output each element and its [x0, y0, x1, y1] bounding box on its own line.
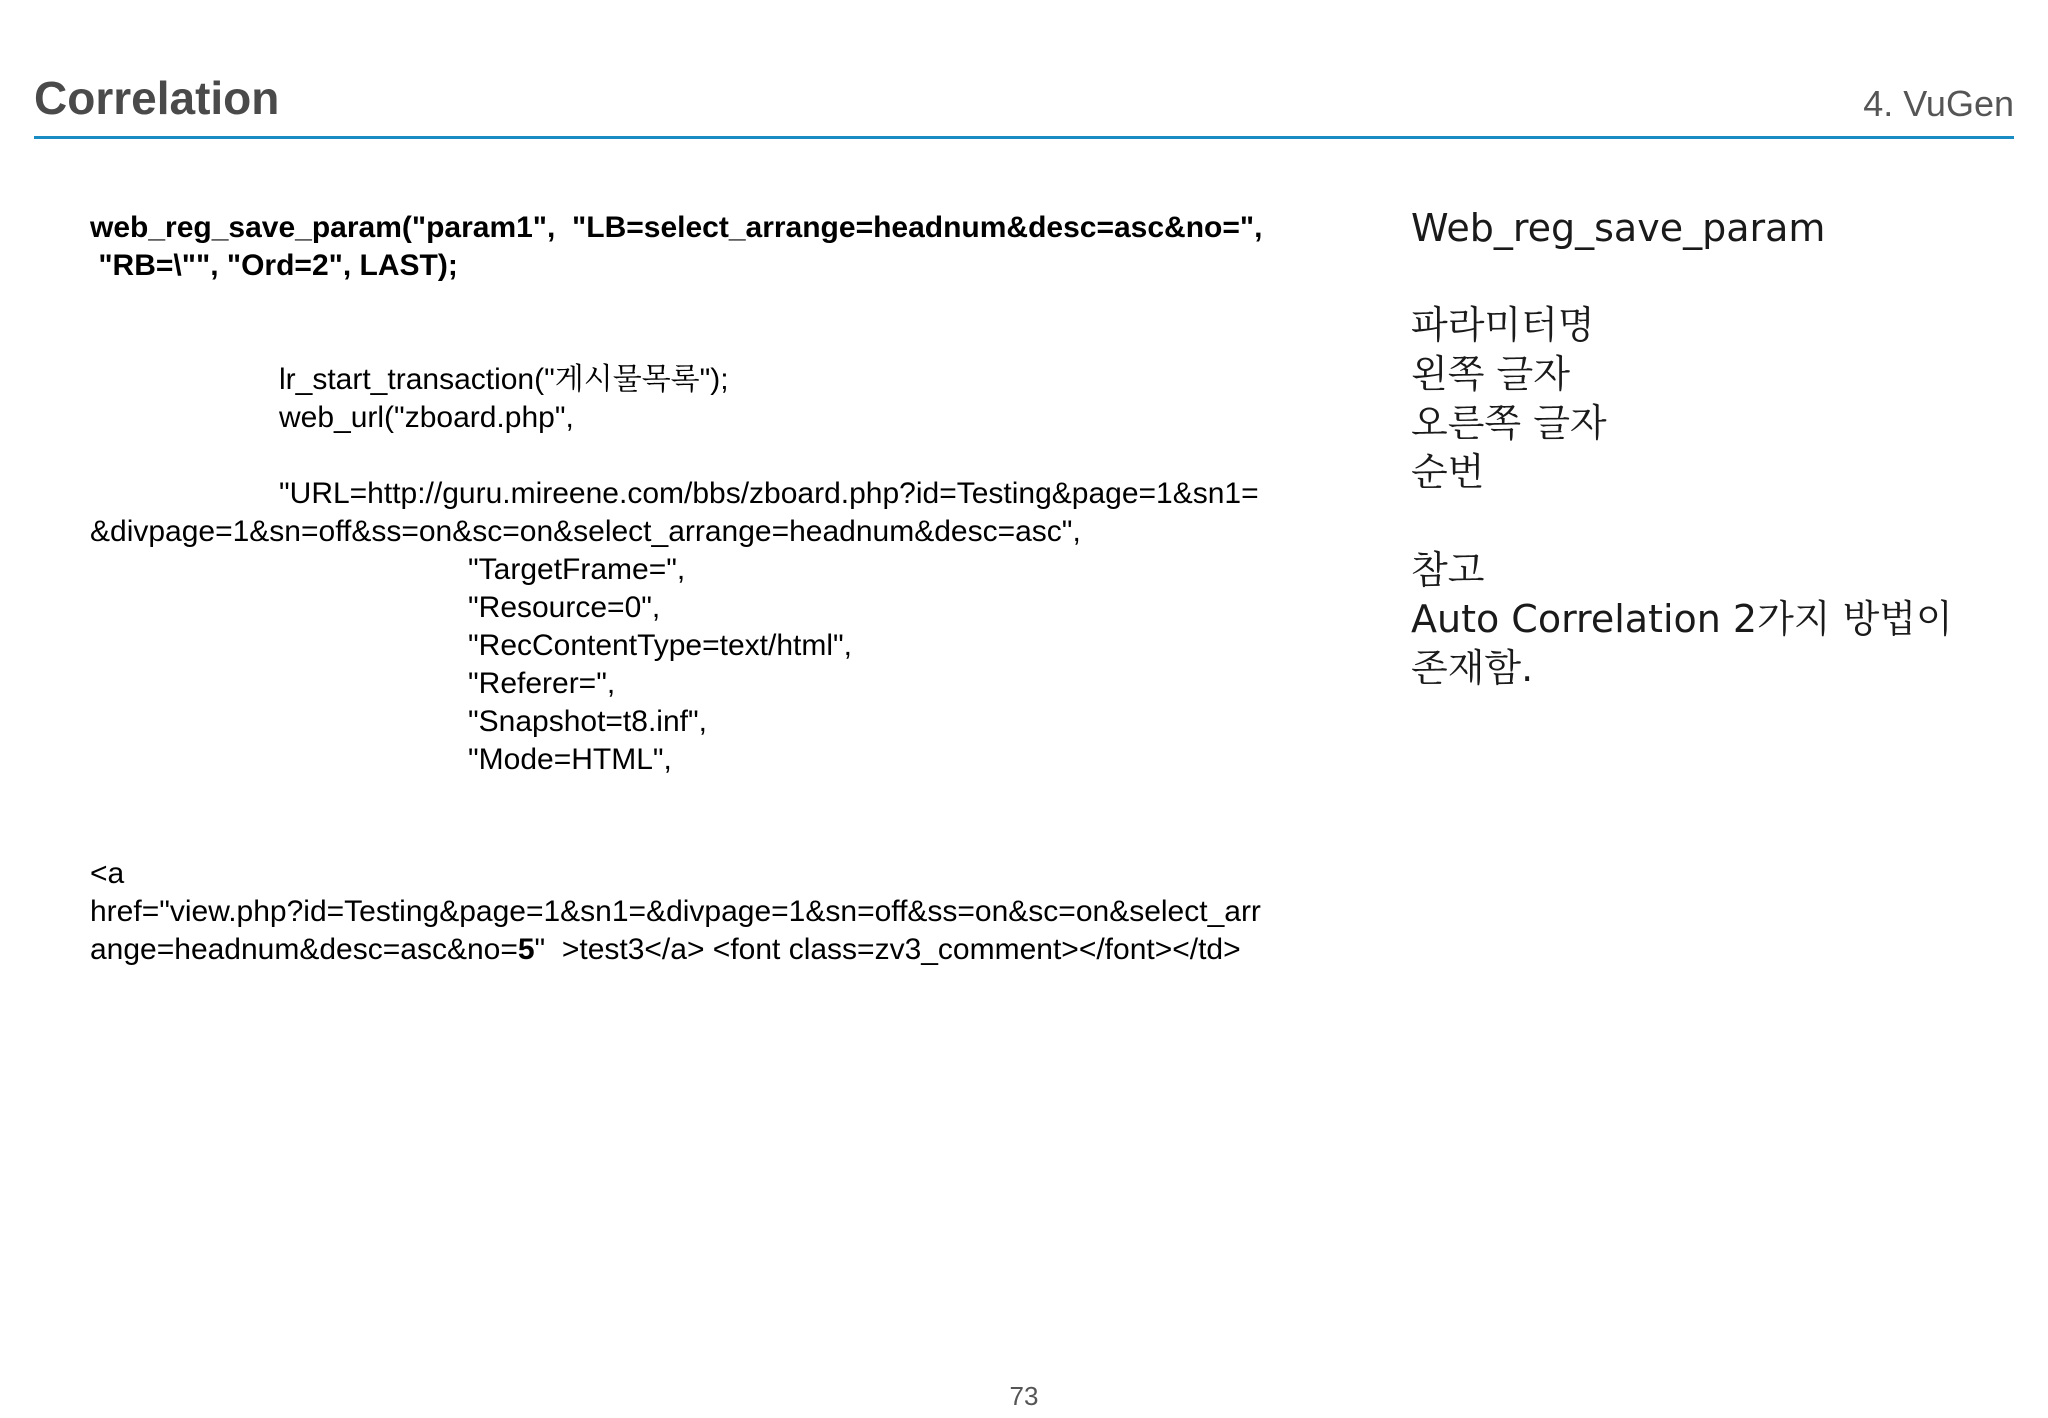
section-label: 4. VuGen — [1863, 83, 2014, 124]
html-line-3-prefix: ange=headnum&desc=asc&no= — [90, 933, 518, 966]
code-line-arg: "TargetFrame=", — [468, 553, 686, 586]
code-line-arg: "Snapshot=t8.inf", — [468, 705, 707, 738]
code-line-url-2: &divpage=1&sn=off&ss=on&sc=on&select_arrange=headnum&desc=asc", — [90, 515, 1081, 548]
html-line-3-suffix: " >test3</a> <font class=zv3_comment></font></td> — [534, 933, 1241, 966]
code-line-arg: "Resource=0", — [468, 591, 661, 624]
code-line-web-url: web_url("zboard.php", — [279, 401, 574, 434]
code-line-url-1: "URL=http://guru.mireene.com/bbs/zboard.php?id=Testing&page=1&sn1= — [279, 477, 1259, 510]
notes-reference-heading: 참고 — [1411, 548, 1485, 592]
notes-item: 파라미터명 — [1411, 303, 1595, 347]
code-line-reg-2: "RB=\"", "Ord=2", LAST); — [90, 249, 458, 282]
code-line-reg-1: web_reg_save_param("param1", "LB=select_arrange=headnum&desc=asc&no=", — [90, 211, 1263, 244]
notes-item: 순번 — [1411, 450, 1485, 494]
notes-heading: Web_reg_save_param — [1411, 206, 1826, 250]
code-line-transaction: lr_start_transaction("게시물목록"); — [279, 363, 729, 396]
page-number: 73 — [1009, 1381, 1039, 1411]
html-line-3-highlight: 5 — [517, 933, 535, 966]
notes-item: 왼쪽 글자 — [1411, 352, 1570, 396]
code-line-arg: "Referer=", — [468, 667, 616, 700]
slide-title: Correlation — [34, 72, 280, 124]
notes-reference-line: 존재함. — [1411, 646, 1534, 690]
notes-item: 오른쪽 글자 — [1411, 401, 1607, 445]
title-divider — [34, 136, 2014, 139]
html-line-2: href="view.php?id=Testing&page=1&sn1=&divpage=1&sn=off&ss=on&sc=on&select_arr — [90, 895, 1261, 928]
html-line-3 — [90, 931, 1241, 969]
notes-reference-line: Auto Correlation 2가지 방법이 — [1411, 597, 1953, 641]
code-line-arg: "RecContentType=text/html", — [468, 629, 852, 662]
code-line-arg: "Mode=HTML", — [468, 743, 672, 776]
html-line-1: <a — [90, 857, 125, 890]
